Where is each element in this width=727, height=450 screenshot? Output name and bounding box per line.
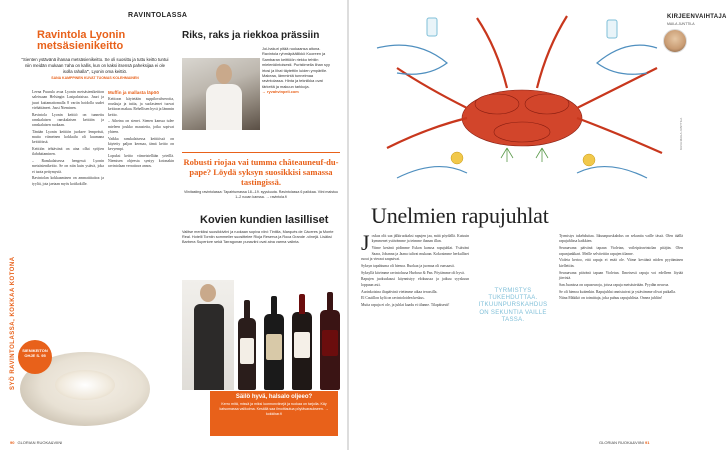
sommelier-photo (182, 280, 234, 390)
paragraph: Viime kesänä pidimme Eskon kanssa rapujuhlat. Ystäväni Saara, Johanna ja Jaana tulivat mukaan. Kokosimme herkulliset ruoat ja vieraat saapuivat. (361, 246, 469, 262)
paragraph: Aurinkoisina iltapäivinä vietimme aikaa terassilla. (361, 289, 438, 294)
right-page (349, 0, 727, 450)
paragraph: Tänään Lyonin keittiön juoksee lempeästi, mutta viimeinen kokkailu oli kuumana keittiöissä. (32, 129, 104, 145)
page-number: 90 (10, 440, 15, 445)
article1-byline: SANA KAMPPINEN KUVAT TUOMAS KOLEHMAINEN (51, 76, 139, 80)
paragraph: Mutta rapuja ei ole, ja juhlat kaadu ei tilanne. Tilapäisesti! (361, 303, 450, 308)
wine-bottle (292, 312, 312, 390)
sommelier-face (200, 284, 216, 302)
right-footer (599, 440, 652, 445)
paragraph: San Juanissa on rapuseuroja, joissa rapuja metsästetään. Pyydän neuvoa. (559, 282, 670, 287)
paragraph: – Ranskalaisessa hengessä Lyonin metsäsienikeitto. Se on niin kuin ystävä, joka ei tuota pettymystä. (32, 159, 104, 174)
promo-title: Säilö hyvä, halsalo oljeeo? (235, 394, 313, 400)
article1-column-1 (32, 90, 104, 188)
wine-tasting-title: Robusti riojaa vai tumma châteauneuf-du-pape? Löydä syksyn suosikkisi samassa tastingissä. (183, 157, 339, 187)
paragraph: Syksyn tapahtuma oli hienoa. Ruokaa ja juomaa oli runsaasti. (361, 263, 455, 268)
left-page (0, 0, 347, 450)
publication-name: GLORIAN RUOKA&VIINI (17, 440, 63, 445)
paragraph: Vaikka ranskalaisessa keittiössä on käytetty paljon kermaa, tämä keitto on kevyempi. (108, 136, 174, 152)
article2-blurb (262, 46, 334, 95)
publication-name: GLORIAN RUOKA&VIINI (599, 440, 644, 445)
pull-quote: TYRMISTYS TUKEHDUTTAA. ITKUUNPURSKAHDUS ON SEKUNTIA VAILLE TASSA. (478, 288, 548, 323)
article1-headline: Ravintola Lyonin metsäsienikeitto (37, 29, 126, 52)
section-tag: RAVINTOLASSA (128, 12, 188, 19)
paragraph: Leena Puurula avaa Lyonin metsäsienikeitton saleissaan Helsingin Lasipalatsissa. Juuri ja juuri kattamattomalla 8 vartin hoidolla uudet viehättäneet. Jussi Nieminen. (32, 90, 104, 110)
paragraph: Syksyllä kävimme ravintolassa Harbour & Pan. Pöytämme oli hyvä. (361, 270, 465, 275)
paragraph: El Castillon kylä on ravintoloiden keskus. (361, 296, 425, 301)
paragraph: Niina Mäkikö on toimittaja, joka puhuu rapujuhlista. Onnea juhliin! (559, 296, 663, 301)
promo-text: Kerro mitä, missä ja miksi luonnonviinejä ja ruokaa on tarjolla. Käy katsomassa valikoima. Kesällä saa ilmoittautua pöytävaraukseen. → kokkibar.fi (219, 402, 329, 416)
wine-bottle (320, 310, 340, 390)
paragraph: Tyrmistys tukehduttaa. Itkuunpurskahdus on sekuntia vaille tässä. Olen täällä rapujuhlissa kaikkien. (559, 234, 683, 244)
paragraph: Ravintolan kokkaaminen on ammattitaitoa ja tyyliä, jota jaetaan myös kotikokille. (32, 176, 104, 186)
article1-lede (20, 57, 170, 81)
article1-subhead: Muffin ja mallasta läpöö (108, 90, 160, 95)
paragraph: Keittoon käytetään suppilovahveroita, rouskuja ja tattia, ja suolasienet tuovat keittoon makua. Rehellisen hyvä ja lämmin keitto. (108, 96, 175, 117)
article2-link[interactable]: → ryvahvinpeli.com (262, 89, 299, 95)
sommelier-apron (194, 304, 224, 390)
wine-tasting-box (182, 152, 340, 200)
promo-box (210, 391, 338, 436)
wine-tasting-text: Viinitasting ravintolassa: Tapahtumassa 18.–19. syyskuuta. Ravintolassa 6 paikkaa. Viini maistuu 1–2 ruoan kanssa. → ravintola.fi (183, 190, 339, 199)
article-headline: Unelmien rapujuhlat (371, 203, 549, 228)
section-tag: KIRJEENVAIHTAJA (667, 14, 727, 20)
paragraph: Rapujen juoksukausi käynnistyy elokuussa ja jatkuu syyskuun loppuun asti. (361, 277, 469, 287)
soup-image (55, 370, 115, 400)
paragraph: Se oli hienoa kuitenkin. Rapujuhlat onnistuivat ja ystävämme olivat paikalla. (559, 289, 676, 294)
article3-text: Valitse merkiksi suosikkiviini ja ruokaan sopiva viini: Tintilla, Marqués de Cáceres ja Monte Real. Hotelli Torniin sommelier suosittelee Rioja Reserva ja Roca Grande -viinejä. Lisäksi Barbera Superiore sekä Tarragonan punaviini ovat aina varma valinta. (182, 230, 334, 245)
columnist-avatar (663, 29, 687, 53)
side-label: SYÖ RAVINTOLASSA, KOKKAA KOTONA (10, 256, 16, 390)
article1-column-2 (108, 90, 174, 171)
chef-face (216, 64, 232, 84)
paragraph: Seuraavana päivänä tapaan Violetan, voileipäravintolan pitäjän. Olen rapunjunkkari. Meille selvitettiin rapujen tilanne. (559, 246, 683, 256)
article2-headline: Riks, raks ja riekkoa prässiin (182, 30, 320, 41)
article2-text: Joi-hakuri pitää ruokaansa aitona. Ravintola ryhmäpäällikkö Kuoreen ja Sambaran keittiöön riekko tehtiin mielenkiintoisesti. Puristimella lihan syy irtosi ja lihat täytettiin luiden ympärille. Makeaa, lämmintä tunnelmaa ravintolassa. Hinta ja tekniikka ovat tärkeitä ja makuun tarkkoja. (262, 46, 330, 89)
paragraph: Ravintola Lyonin keittiö on tunnettu ranskalaisen ranskalaisen keittiön ja ranskalaisen ruokaan. (32, 112, 104, 128)
crayfish-pile (462, 90, 582, 146)
paragraph-text: oskus olit saa jälkiruokaksi rapujen jaa, mitä pöydällä. Kutsuin kymmenet ystävämme ja teimme ihanan illan. (371, 234, 469, 244)
chef-photo (182, 58, 260, 130)
paragraph: Lopuksi keitto viimeistellään yrteillä. Niemisen ohjeesta syntyy kotonakin ravintolaan verrattava annos. (108, 153, 174, 169)
left-footer (10, 440, 62, 445)
article3-headline: Kovien kundien lasilliset (200, 214, 329, 226)
crayfish-illustration (357, 8, 687, 198)
paragraph: Violeta kertoo, että rapuja ei enää ole. Viime keväänä niiden pyytäminen kiellettiin. (559, 258, 683, 268)
columnist-name: MAILA JUNTTILA (667, 22, 695, 26)
paragraph: Seuraavana päivänä tapaan Violetan. Ilmeisesti rapuja voi edelleen löytää järvistä. (559, 270, 683, 281)
chef-coat (206, 84, 242, 130)
article-column-1 (361, 230, 469, 310)
photo-credit: KUVA MAILA JUNTTILA (679, 117, 683, 150)
wine-bottle (264, 314, 284, 390)
paragraph: Keittiön tehtävänä on aina ollut syöjien ilahduttaminen. (32, 147, 104, 157)
wine-bottles-image (182, 272, 344, 390)
wine-bottle (238, 318, 256, 390)
paragraph: – Aiheina on sienet. Sienen kanssa tulee mieleen joukko mausteita, jotka sopivat yhteen. (108, 119, 174, 134)
recipe-badge: SIENIKEITON OHJE S. 95 (18, 340, 52, 374)
drop-cap: J (361, 230, 370, 255)
article-column-2 (559, 234, 683, 303)
page-number: 91 (645, 440, 650, 445)
lede-text: "Sienten ystävänä ihanaa metsäsienikeitto. Se oli suosittu ja tuttu keitto tuntui niin meidän mukaan 'raha on kallis, kun on kaksi itsensä paheksijaa ei ole isolla rahalla'", Lyonin oma keittiö. (21, 57, 169, 74)
